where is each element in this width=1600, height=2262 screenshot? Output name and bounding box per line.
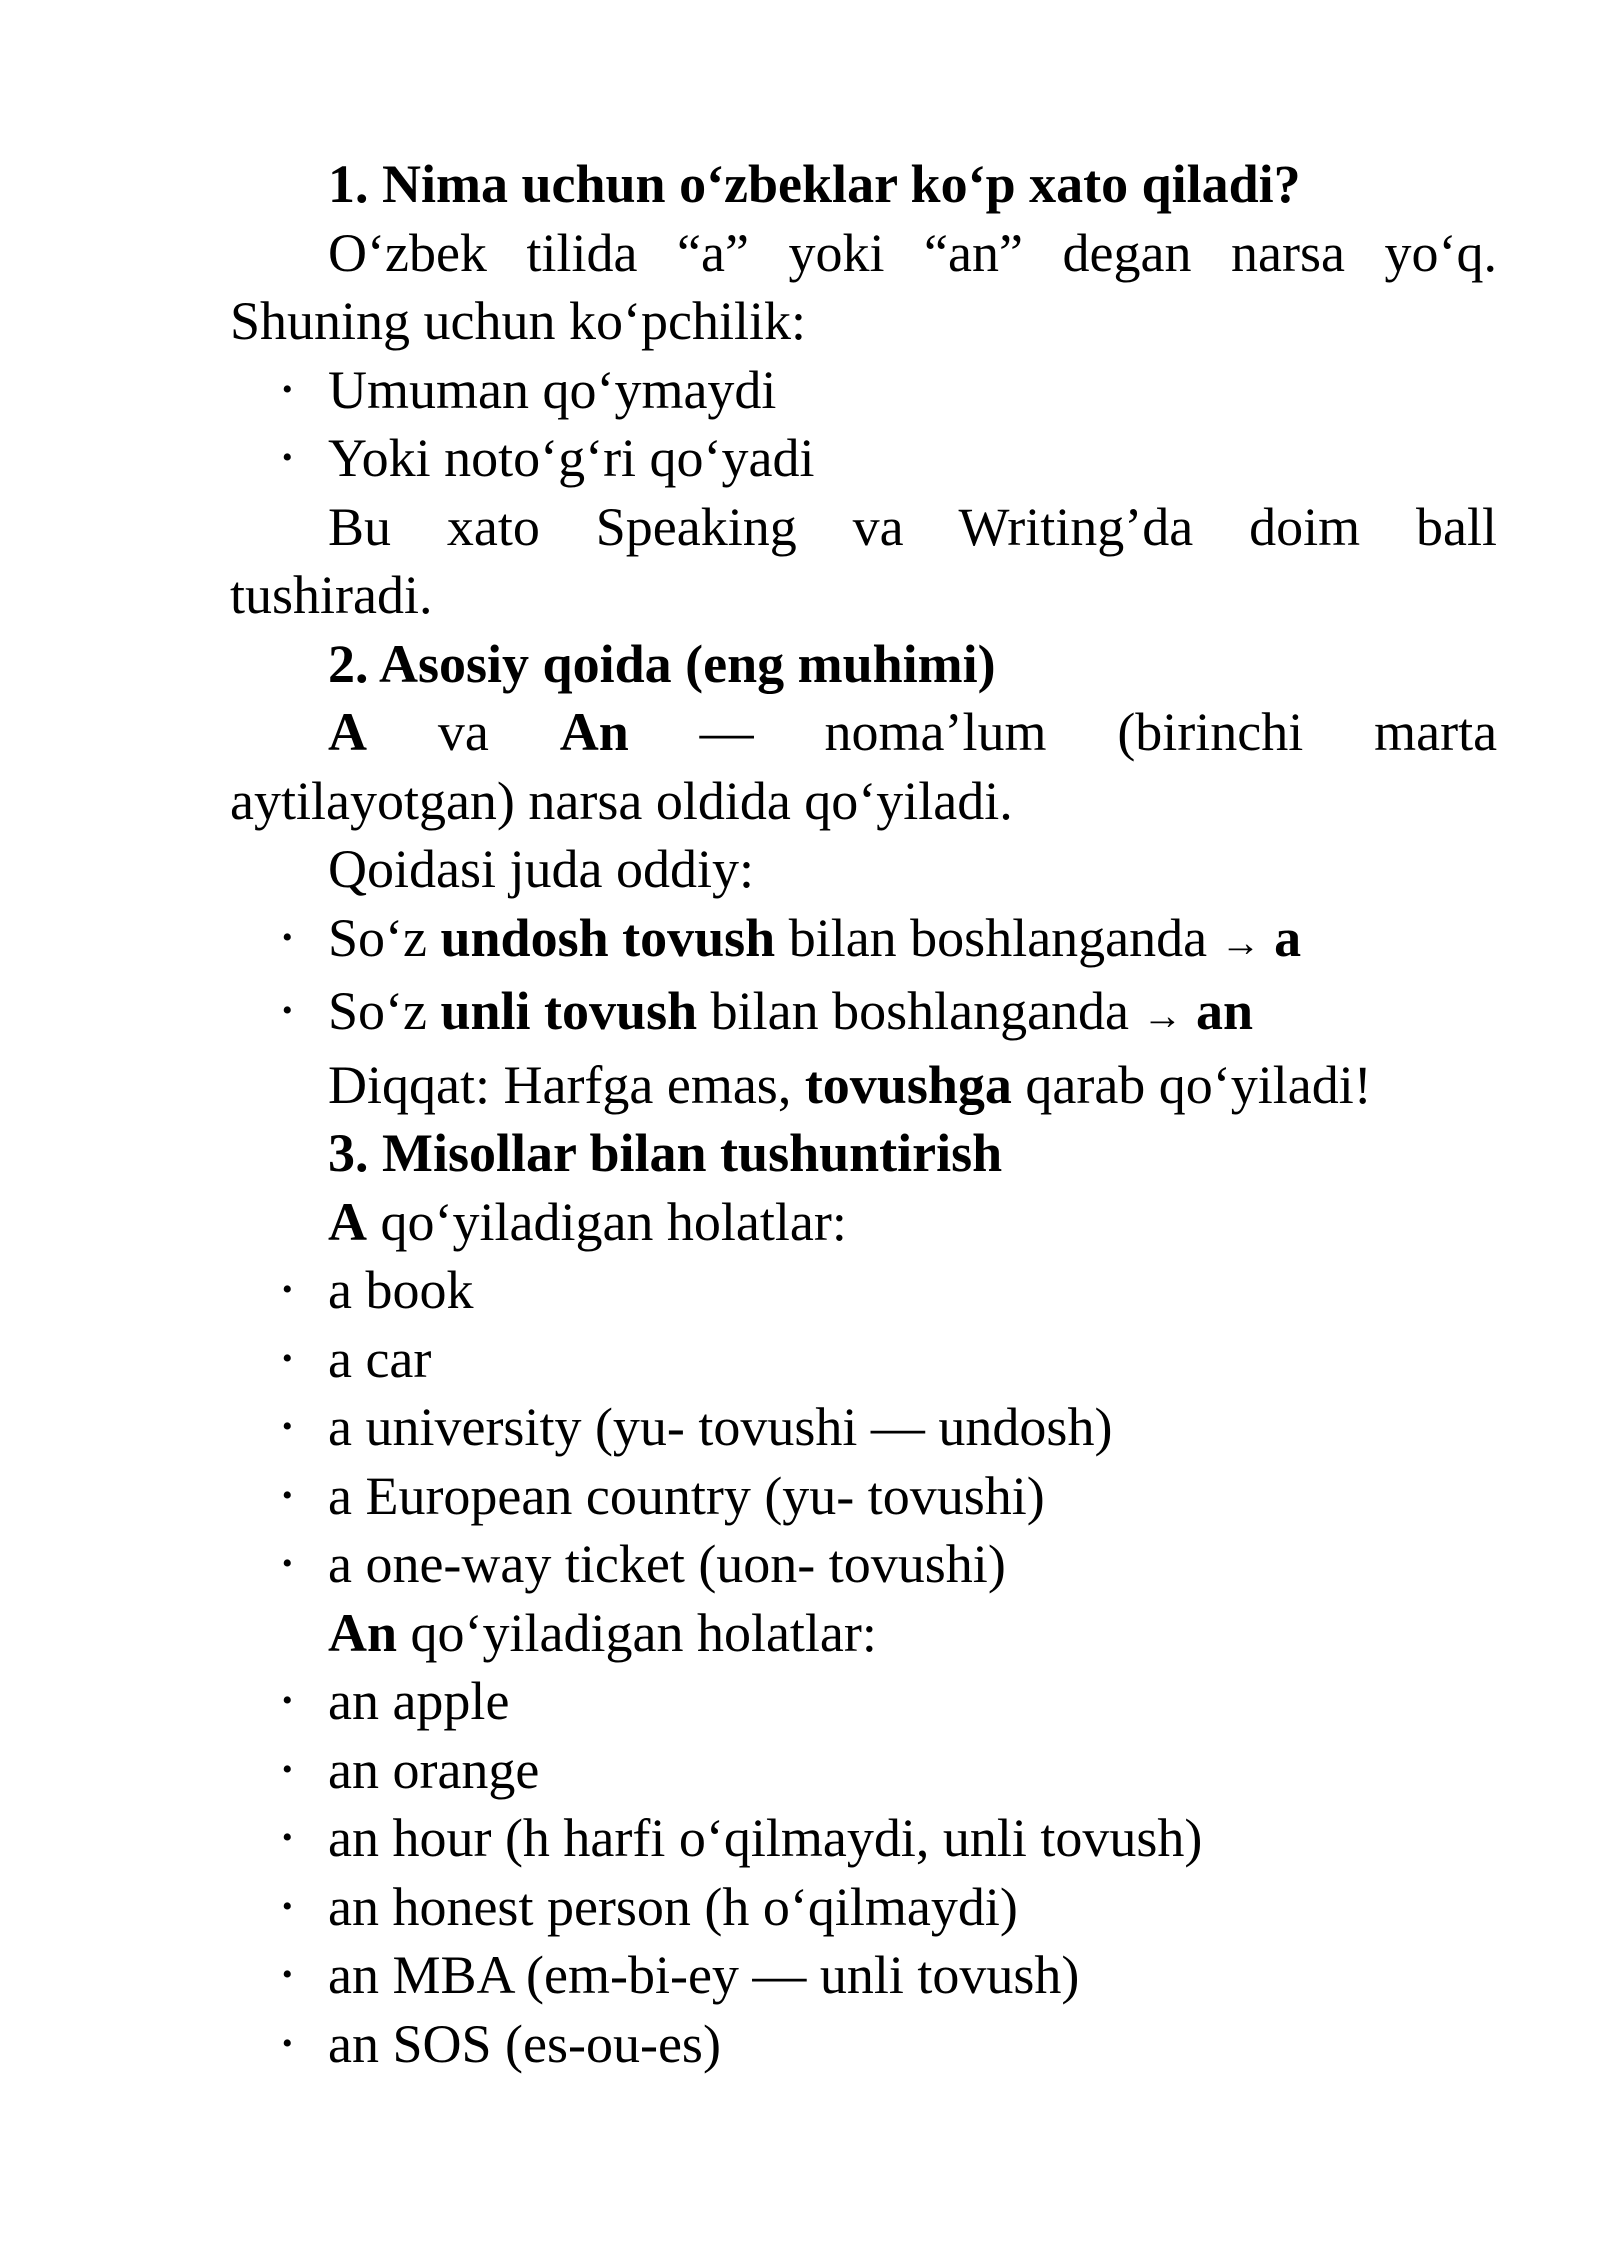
list-item	[230, 1941, 1497, 2010]
bullet-icon: •	[282, 1684, 293, 1717]
rule-post: bilan boshlanganda	[697, 981, 1143, 1041]
rule-pre: So‘z	[328, 907, 441, 968]
rule-an-word: An	[559, 702, 629, 762]
bullet-icon: •	[282, 1889, 293, 1923]
list-item-text: an MBA (em-bi-ey — unli tovush)	[328, 1945, 1080, 2005]
document-page	[230, 150, 1497, 2078]
list-item-text: an apple	[328, 1671, 510, 1731]
bullet-icon: •	[282, 1478, 293, 1512]
list-item-text: an SOS (es-ou-es)	[328, 2013, 721, 2074]
arrow-right-icon: →	[1142, 993, 1183, 1038]
list-item	[230, 1393, 1497, 1462]
section-2-heading: 2. Asosiy qoida (eng muhimi)	[328, 633, 996, 694]
an-label-bold: An	[328, 1602, 398, 1663]
rule-result: an	[1196, 981, 1254, 1041]
bullet-icon: •	[282, 441, 293, 474]
list-item	[230, 356, 1497, 425]
list-item-text: an orange	[328, 1739, 540, 1800]
rule-dash: —	[699, 702, 754, 762]
section-2-rule-line2: aytilayotgan) narsa oldida qo‘yiladi.	[230, 770, 1013, 831]
a-cases-label	[230, 1188, 1497, 1257]
section-2-simple: Qoidasi juda oddiy:	[328, 839, 754, 899]
rule-a-word: A	[328, 702, 367, 762]
rule-va-word: va	[437, 702, 489, 762]
list-item-text: Umuman qo‘ymaydi	[328, 359, 777, 420]
note-pre: Diqqat: Harfga emas,	[328, 1054, 805, 1115]
rule-rest: noma’lum (birinchi marta	[824, 702, 1498, 762]
bullet-icon: •	[282, 1752, 293, 1786]
bullet-icon: •	[282, 1410, 293, 1443]
list-item	[230, 1873, 1497, 1942]
list-item-text: an hour (h harfi o‘qilmaydi, unli tovush)	[328, 1808, 1203, 1868]
bullet-icon: •	[282, 1821, 293, 1854]
section-2-note	[230, 1051, 1497, 1120]
an-label-rest: qo‘yiladigan holatlar:	[397, 1602, 877, 1663]
list-item	[230, 1530, 1497, 1599]
bullet-icon: •	[282, 1273, 293, 1306]
note-bold: tovushga	[804, 1054, 1012, 1115]
list-item-text: an honest person (h o‘qilmaydi)	[328, 1876, 1018, 1937]
an-examples-list	[230, 1667, 1497, 2078]
an-cases-label	[230, 1599, 1497, 1668]
bullet-icon: •	[282, 1547, 293, 1580]
rule-bold: unli tovush	[440, 981, 698, 1041]
list-item-text: Yoki noto‘g‘ri qo‘yadi	[328, 428, 815, 488]
list-item	[230, 1256, 1497, 1325]
section-1-outro-line2: tushiradi.	[230, 565, 433, 625]
a-examples-list	[230, 1256, 1497, 1599]
bullet-icon: •	[282, 1341, 293, 1375]
arrow-right-icon: →	[1220, 919, 1261, 965]
list-item	[230, 1804, 1497, 1873]
note-post: qarab qo‘yiladi!	[1011, 1054, 1372, 1115]
list-item	[230, 1325, 1497, 1394]
rule-pre: So‘z	[328, 981, 441, 1041]
list-item-text: a book	[328, 1260, 474, 1320]
section-1-outro-line1: Bu xato Speaking va Writing’da doim ball	[328, 496, 1497, 557]
section-1-bullet-list	[230, 356, 1497, 493]
a-label-bold: A	[328, 1191, 367, 1252]
list-item-text: a university (yu- tovushi — undosh)	[328, 1397, 1113, 1457]
section-1-intro-line1: O‘zbek tilida “a” yoki “an” degan narsa yo‘q.	[328, 222, 1497, 283]
list-item	[230, 904, 1497, 978]
section-1-intro-line2: Shuning uchun ko‘pchilik:	[230, 291, 806, 351]
bullet-icon: •	[282, 920, 293, 954]
bullet-icon: •	[282, 372, 293, 406]
section-2-rule-line1	[230, 698, 1497, 767]
section-1-heading: 1. Nima uchun o‘zbeklar ko‘p xato qiladi?	[328, 154, 1301, 214]
list-item-text: a car	[328, 1328, 432, 1389]
list-item-text: a one-way ticket (uon- tovushi)	[328, 1534, 1006, 1594]
list-item	[230, 1462, 1497, 1531]
rule-bold: undosh tovush	[440, 907, 776, 968]
list-item	[230, 1736, 1497, 1805]
bullet-icon: •	[282, 2026, 293, 2060]
list-item	[230, 977, 1497, 1051]
section-2-bullet-list	[230, 904, 1497, 1051]
rule-result: a	[1274, 907, 1302, 968]
bullet-icon: •	[282, 1958, 293, 1991]
list-item	[230, 1667, 1497, 1736]
list-item	[230, 2010, 1497, 2079]
list-item	[230, 424, 1497, 493]
section-3-heading: 3. Misollar bilan tushuntirish	[328, 1123, 1003, 1183]
a-label-rest: qo‘yiladigan holatlar:	[367, 1191, 847, 1252]
list-item-text: a European country (yu- tovushi)	[328, 1465, 1045, 1526]
bullet-icon: •	[282, 994, 293, 1027]
rule-post: bilan boshlanganda	[775, 907, 1221, 968]
